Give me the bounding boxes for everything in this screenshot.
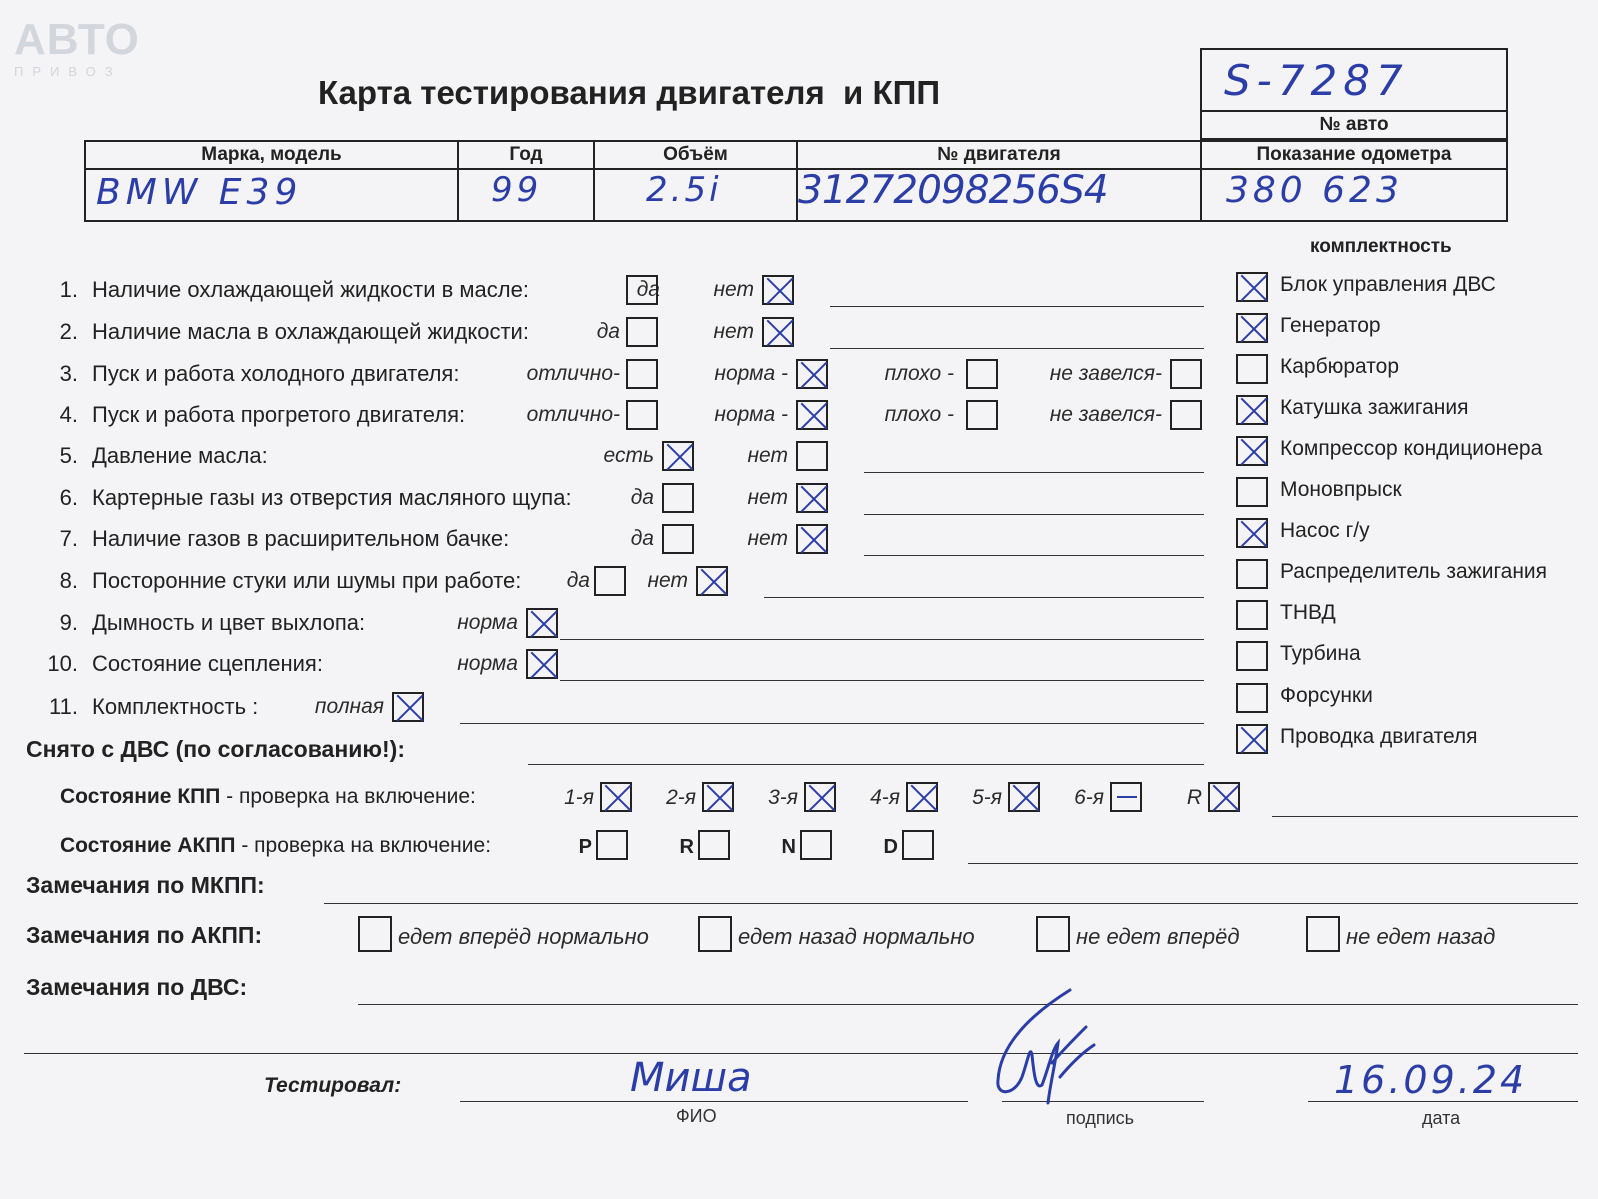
option-label: плохо - xyxy=(884,403,954,426)
col-header-engine-no: № двигателя xyxy=(937,144,1061,165)
completeness-item-label: Турбина xyxy=(1280,642,1361,665)
answer-line xyxy=(864,472,1204,473)
completeness-item-label: Форсунки xyxy=(1280,684,1373,707)
vehicle-table xyxy=(84,140,1508,222)
question-label: Наличие охлаждающей жидкости в масле: xyxy=(92,277,529,302)
date-caption: дата xyxy=(1422,1108,1461,1128)
option-label: полная xyxy=(314,695,384,718)
akpp-remark-label: не едет назад xyxy=(1346,924,1496,949)
option-label: отлично- xyxy=(526,362,620,385)
option-checkbox[interactable] xyxy=(762,275,794,305)
kpp-label-bold: Состояние КПП xyxy=(60,785,221,808)
completeness-checkbox[interactable] xyxy=(1236,724,1268,754)
option-label: да xyxy=(566,569,590,592)
option-checkbox[interactable] xyxy=(796,524,828,554)
option-label: норма - xyxy=(714,403,788,426)
option-label: да xyxy=(596,320,620,343)
remarks-akpp-label: Замечания по АКПП: xyxy=(26,922,263,948)
option-label: нет xyxy=(747,527,788,550)
akpp-mode-checkbox[interactable] xyxy=(596,830,628,860)
col-header-model: Марка, модель xyxy=(201,144,342,165)
gear-label: 6-я xyxy=(1074,786,1104,809)
question-label: Пуск и работа прогретого двигателя: xyxy=(92,402,466,427)
option-label: нет xyxy=(713,278,754,301)
completeness-checkbox[interactable] xyxy=(1236,354,1268,384)
option-label: отлично- xyxy=(526,403,620,426)
question-number: 6. xyxy=(59,485,78,510)
option-checkbox[interactable] xyxy=(966,359,998,389)
completeness-item-label: Генератор xyxy=(1280,314,1381,337)
option-checkbox[interactable] xyxy=(526,608,558,638)
akpp-remark-label: едет вперёд нормально xyxy=(398,924,649,949)
akpp-mode-label: P xyxy=(578,836,592,858)
odometer-value: 380 623 xyxy=(1226,170,1403,211)
question-label: Пуск и работа холодного двигателя: xyxy=(92,361,460,386)
logo-main-text: АВТО xyxy=(14,15,140,64)
completeness-item-label: Распределитель зажигания xyxy=(1280,560,1548,583)
completeness-title: комплектность xyxy=(1310,236,1452,257)
answer-line xyxy=(864,555,1204,556)
completeness-checkbox[interactable] xyxy=(1236,683,1268,713)
question-number: 11. xyxy=(49,694,78,719)
gear-checkbox[interactable] xyxy=(1008,782,1040,812)
question-number: 10. xyxy=(47,651,78,676)
answer-line xyxy=(830,348,1204,349)
completeness-item-label: Блок управления ДВС xyxy=(1280,273,1496,296)
model-value: BMW E39 xyxy=(96,172,303,213)
akpp-remark-label: не едет вперёд xyxy=(1076,924,1240,949)
col-header-year: Год xyxy=(509,144,543,165)
gear-label: R xyxy=(1186,786,1202,809)
col-header-odometer: Показание одометра xyxy=(1256,144,1452,165)
option-checkbox[interactable] xyxy=(1170,400,1202,430)
car-number-box xyxy=(1200,48,1508,140)
completeness-item-label: Насос г/у xyxy=(1280,519,1370,542)
question-label: Давление масла: xyxy=(92,443,268,468)
completeness-item-label: ТНВД xyxy=(1280,601,1336,624)
tested-label: Тестировал: xyxy=(264,1074,402,1097)
gear-label: 3-я xyxy=(768,786,798,809)
volume-value: 2.5i xyxy=(646,170,722,210)
akpp-remark-label: едет назад нормально xyxy=(738,924,975,949)
gear-checkbox[interactable] xyxy=(1110,782,1142,812)
answer-line xyxy=(560,639,1204,640)
question-number: 2. xyxy=(59,319,78,344)
completeness-item-label: Компрессор кондиционера xyxy=(1280,437,1543,460)
signature-caption: подпись xyxy=(1066,1108,1135,1128)
question-label: Картерные газы из отверстия масляного щупа: xyxy=(92,485,572,510)
date-value: 16.09.24 xyxy=(1334,1058,1528,1102)
option-checkbox[interactable] xyxy=(1170,359,1202,389)
col-header-volume: Объём xyxy=(663,144,728,165)
akpp-mode-checkbox[interactable] xyxy=(902,830,934,860)
answer-line xyxy=(460,723,1204,724)
akpp-label-rest: - проверка на включение: xyxy=(235,834,492,857)
completeness-checkbox[interactable] xyxy=(1236,477,1268,507)
option-label: да xyxy=(630,486,654,509)
completeness-checkbox[interactable] xyxy=(1236,600,1268,630)
answer-line xyxy=(830,306,1204,307)
gear-checkbox[interactable] xyxy=(600,782,632,812)
akpp-remark-checkbox[interactable] xyxy=(358,916,392,952)
car-number-divider xyxy=(1202,110,1506,112)
option-label: да xyxy=(636,278,660,301)
option-label: норма xyxy=(457,652,518,675)
car-number-value: S-7287 xyxy=(1224,56,1409,105)
gear-label: 1-я xyxy=(564,786,594,809)
completeness-checkbox[interactable] xyxy=(1236,641,1268,671)
option-checkbox[interactable] xyxy=(526,649,558,679)
completeness-checkbox[interactable] xyxy=(1236,395,1268,425)
option-checkbox[interactable] xyxy=(392,692,424,722)
completeness-checkbox[interactable] xyxy=(1236,272,1268,302)
kpp-label xyxy=(60,785,476,809)
question-label: Дымность и цвет выхлопа: xyxy=(92,610,366,635)
name-value: Миша xyxy=(630,1055,752,1101)
question-number: 3. xyxy=(59,361,78,386)
question-number: 5. xyxy=(59,443,78,468)
akpp-line xyxy=(968,863,1578,864)
answer-line xyxy=(864,514,1204,515)
page-title: Карта тестирования двигателя и КПП xyxy=(318,74,941,111)
kpp-line xyxy=(1272,816,1578,817)
name-line xyxy=(460,1101,968,1102)
option-label: плохо - xyxy=(884,362,954,385)
akpp-mode-label: D xyxy=(883,836,898,858)
completeness-item-label: Катушка зажигания xyxy=(1280,396,1469,419)
removed-line xyxy=(528,764,1204,765)
completeness-item-label: Карбюратор xyxy=(1280,355,1400,378)
completeness-checkbox[interactable] xyxy=(1236,518,1268,548)
akpp-mode-checkbox[interactable] xyxy=(800,830,832,860)
akpp-remark-checkbox[interactable] xyxy=(1036,916,1070,952)
akpp-label-bold: Состояние АКПП xyxy=(60,834,236,857)
answer-line xyxy=(560,680,1204,681)
akpp-remark-checkbox[interactable] xyxy=(698,916,732,952)
option-label: да xyxy=(630,527,654,550)
option-label: не завелся- xyxy=(1049,403,1162,426)
engine-no-value: 31272098256S4 xyxy=(798,168,1108,213)
completeness-item-label: Моновпрыск xyxy=(1280,478,1402,501)
option-label: норма - xyxy=(714,362,788,385)
kpp-label-rest: - проверка на включение: xyxy=(220,785,476,808)
question-label: Посторонние стуки или шумы при работе: xyxy=(92,568,522,593)
akpp-mode-checkbox[interactable] xyxy=(698,830,730,860)
akpp-label xyxy=(60,834,491,858)
gear-checkbox[interactable] xyxy=(1208,782,1240,812)
completeness-checkbox[interactable] xyxy=(1236,559,1268,589)
completeness-checkbox[interactable] xyxy=(1236,436,1268,466)
remarks-mkpp-label: Замечания по МКПП: xyxy=(26,872,265,898)
option-label: есть xyxy=(603,444,654,467)
question-number: 1. xyxy=(59,277,78,302)
gear-label: 4-я xyxy=(870,786,900,809)
question-number: 8. xyxy=(59,568,78,593)
question-number: 9. xyxy=(59,610,78,635)
remarks-dvs-label: Замечания по ДВС: xyxy=(26,974,248,1000)
year-value: 99 xyxy=(491,170,543,210)
option-checkbox[interactable] xyxy=(762,317,794,347)
option-checkbox[interactable] xyxy=(796,483,828,513)
completeness-checkbox[interactable] xyxy=(1236,313,1268,343)
question-label: Наличие газов в расширительном бачке: xyxy=(92,526,510,551)
logo-sub-text: ПРИВОЗ xyxy=(14,64,122,79)
remarks-extra-line xyxy=(24,1053,1578,1054)
option-checkbox[interactable] xyxy=(696,566,728,596)
gear-checkbox[interactable] xyxy=(702,782,734,812)
car-number-label: № авто xyxy=(1319,114,1389,135)
option-label: норма xyxy=(457,611,518,634)
completeness-item-label: Проводка двигателя xyxy=(1280,725,1478,748)
akpp-mode-label: N xyxy=(781,836,796,858)
option-label: не завелся- xyxy=(1049,362,1162,385)
akpp-mode-label: R xyxy=(679,836,694,858)
question-label: Комплектность : xyxy=(92,694,259,719)
gear-label: 5-я xyxy=(972,786,1002,809)
gear-checkbox[interactable] xyxy=(906,782,938,812)
name-caption: ФИО xyxy=(676,1106,717,1126)
option-checkbox[interactable] xyxy=(796,441,828,471)
remarks-dvs-line xyxy=(358,1004,1578,1005)
question-label: Состояние сцепления: xyxy=(92,651,323,676)
option-label: нет xyxy=(747,486,788,509)
gear-checkbox[interactable] xyxy=(804,782,836,812)
remarks-mkpp-line xyxy=(324,903,1578,904)
option-checkbox[interactable] xyxy=(966,400,998,430)
signature-image xyxy=(990,985,1110,1110)
question-number: 7. xyxy=(59,526,78,551)
question-label: Наличие масла в охлаждающей жидкости: xyxy=(92,319,529,344)
watermark-logo xyxy=(14,15,146,79)
question-number: 4. xyxy=(59,402,78,427)
removed-label: Снято с ДВС (по согласованию!): xyxy=(26,736,405,762)
answer-line xyxy=(764,597,1204,598)
option-label: нет xyxy=(713,320,754,343)
akpp-remark-checkbox[interactable] xyxy=(1306,916,1340,952)
gear-label: 2-я xyxy=(666,786,696,809)
option-label: нет xyxy=(747,444,788,467)
option-label: нет xyxy=(647,569,688,592)
